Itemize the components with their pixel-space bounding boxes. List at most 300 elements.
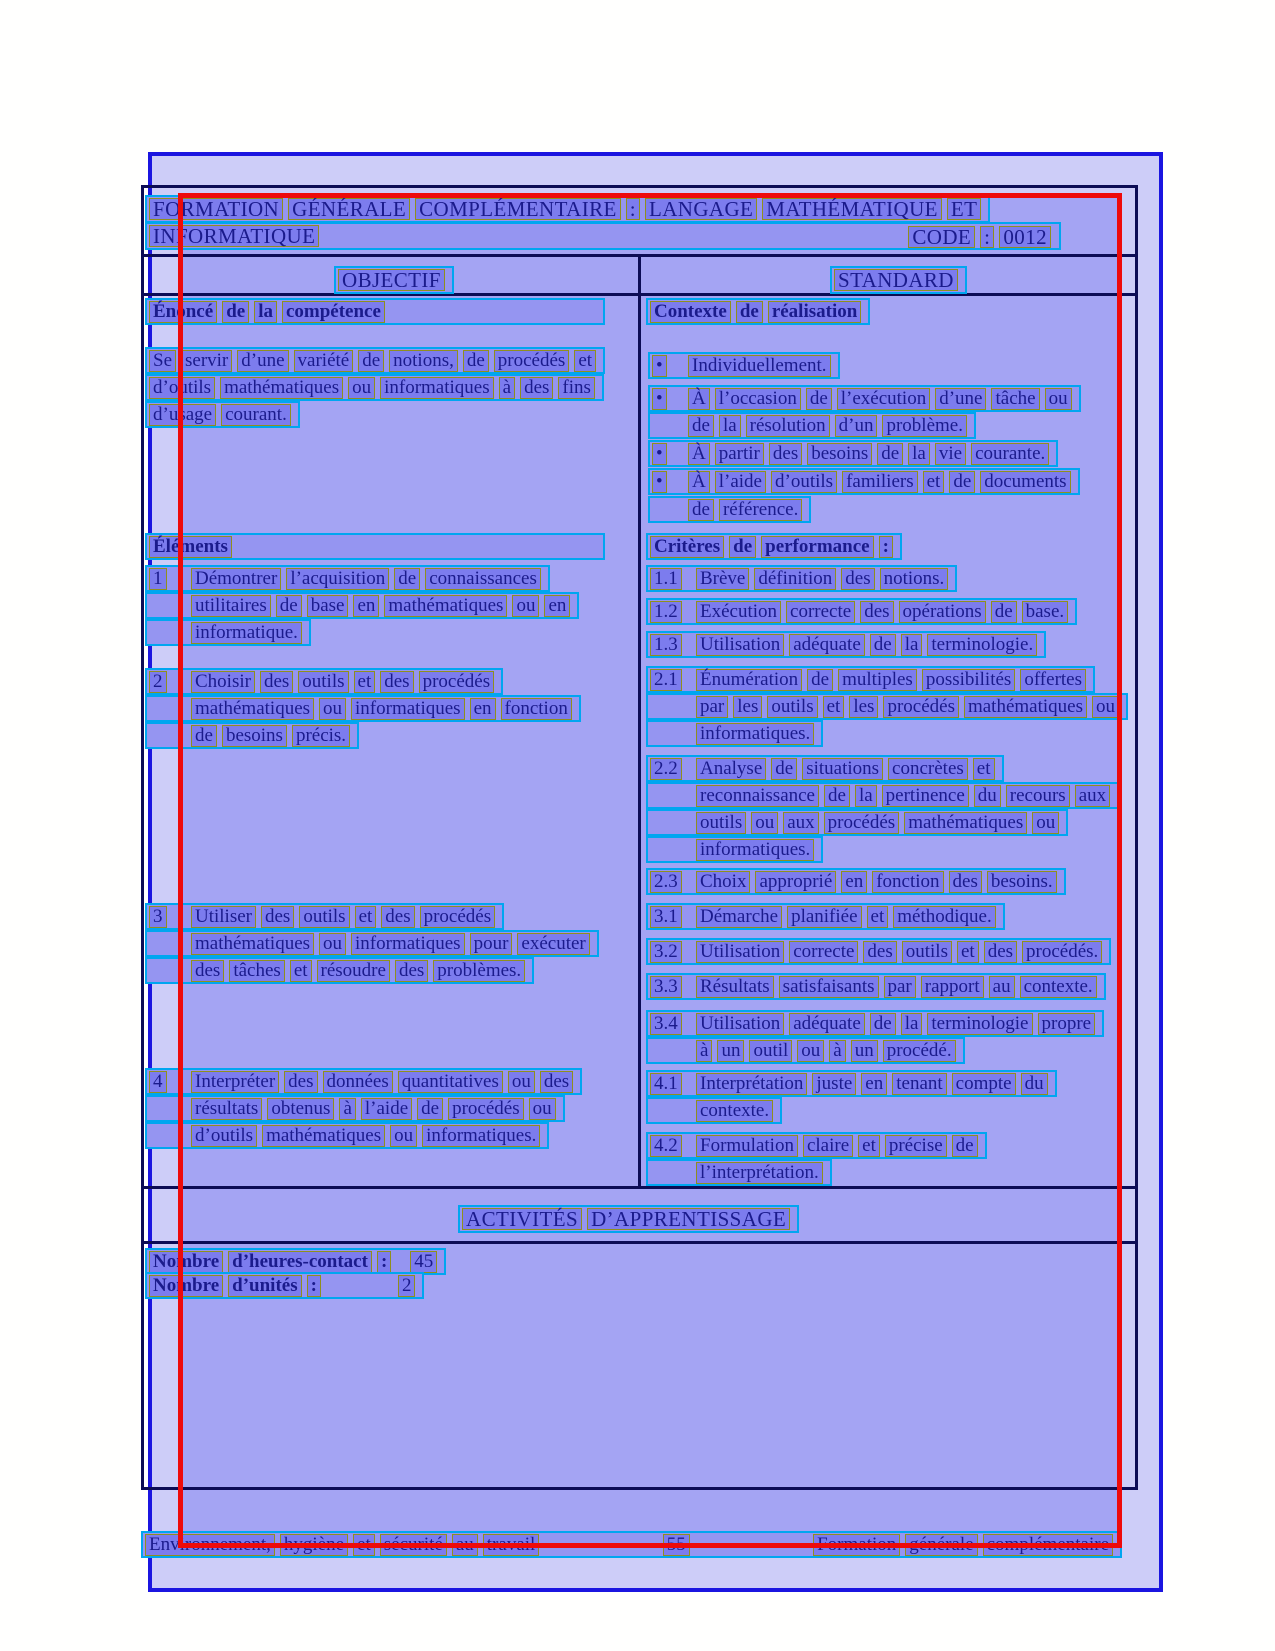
word-box: et [354, 671, 376, 693]
crit-3-4-line-2 [646, 1037, 965, 1064]
word-box: fins [558, 377, 595, 399]
word-box: de [991, 601, 1017, 623]
word-box: courante. [971, 443, 1049, 465]
objectif-header-line-1 [334, 266, 454, 294]
word-box: des [260, 671, 293, 693]
word-box: courant. [221, 404, 291, 426]
table-column-divider [638, 254, 641, 1186]
crit-3-2-line-1 [646, 938, 1111, 965]
element-1-line-2 [145, 592, 579, 619]
word-box: notions. [880, 568, 949, 590]
word-box: utilitaires [191, 595, 271, 617]
word-box: CODE [908, 226, 975, 248]
crit-2-3-line-1 [646, 868, 1066, 895]
word-box: quantitatives [398, 1071, 503, 1093]
word-box: à [696, 1040, 712, 1062]
word-box: adéquate [789, 1013, 865, 1035]
word-box: Individuellement. [688, 355, 831, 377]
elements-header-line-1 [145, 533, 605, 560]
word-box: sécurité [380, 1534, 447, 1556]
word-box: des [540, 1071, 573, 1093]
crit-4-1-line-2 [646, 1097, 782, 1124]
word-box: Résultats [696, 976, 774, 998]
word-box: des [860, 601, 893, 623]
bullet-2-line-2 [648, 412, 976, 439]
word-box: satisfaisants [779, 976, 879, 998]
word-box: en [470, 698, 496, 720]
word-box: d’unités [228, 1275, 301, 1297]
word-box: résolution [746, 415, 830, 437]
word-box: terminologie. [927, 634, 1037, 656]
marker-box: 1.2 [650, 601, 682, 623]
word-box: Énumération [696, 669, 802, 691]
crit-4-1-line-1 [646, 1070, 1057, 1097]
word-box: d’outils [191, 1125, 257, 1147]
word-box: par [696, 696, 728, 718]
word-box: terminologie [927, 1013, 1032, 1035]
contexte-header-line-1 [646, 298, 870, 325]
title-2-right-group [908, 226, 1056, 248]
word-box: informatiques. [696, 723, 814, 745]
word-box: Démarche [696, 906, 782, 928]
heures-contact-line-1 [145, 1248, 446, 1275]
word-box: en [544, 595, 570, 617]
element-2-line-1 [145, 668, 503, 695]
word-box: problèmes. [433, 960, 525, 982]
word-box: l’interprétation. [696, 1162, 823, 1184]
word-box: l’aide [715, 471, 766, 493]
word-box: outils [299, 906, 349, 928]
word-box: et [867, 906, 889, 928]
word-box: Énoncé [149, 301, 217, 323]
word-box: correcte [786, 601, 855, 623]
word-box: correcte [789, 941, 858, 963]
enonce-text-line-2 [145, 374, 604, 401]
word-box: des [261, 906, 294, 928]
table-row-divider-content [141, 1186, 1138, 1189]
crit-1-1-marker [650, 568, 696, 590]
crit-3-1-line-1 [646, 903, 1005, 930]
bullet-3-marker [652, 443, 688, 465]
word-box: de [191, 725, 217, 747]
crit-2-2-line-4 [646, 836, 823, 863]
word-box: GÉNÉRALE [288, 198, 410, 220]
element-4-line-3 [145, 1122, 549, 1149]
word-box: pertinence [882, 785, 969, 807]
word-box: Utilisation [696, 634, 784, 656]
word-box: procédés [448, 1098, 524, 1120]
word-box: des [395, 960, 428, 982]
crit-4-2-marker [650, 1135, 696, 1157]
word-box: de [729, 536, 756, 558]
word-box: procédés [883, 696, 959, 718]
word-box: problème. [882, 415, 967, 437]
word-box: informatiques [351, 698, 465, 720]
word-box: précise [885, 1135, 947, 1157]
word-box: et [290, 960, 312, 982]
word-box: adéquate [789, 634, 865, 656]
word-box: Nombre [149, 1275, 223, 1297]
word-box: ou [319, 933, 346, 955]
word-box: besoins [222, 725, 287, 747]
standard-header-line-1 [830, 266, 967, 294]
word-box: compétence [282, 301, 385, 323]
word-box: de [824, 785, 850, 807]
word-box: partir [715, 443, 764, 465]
crit-2-2-marker [650, 758, 696, 780]
element-1-line-1 [145, 565, 550, 592]
word-box: outils [767, 696, 817, 718]
word-box: la [855, 785, 877, 807]
element-4-marker [149, 1071, 191, 1093]
word-box: reconnaissance [696, 785, 819, 807]
bullet-2-line-1 [648, 385, 1081, 412]
bullet-3-line-1 [648, 440, 1058, 467]
marker-box: 3.4 [650, 1013, 682, 1035]
marker-box: 2.2 [650, 758, 682, 780]
heures-contact-value: 45 [410, 1251, 437, 1273]
enonce-header-line-1 [145, 298, 605, 325]
word-box: les [733, 696, 762, 718]
word-box: Formulation [696, 1135, 798, 1157]
crit-2-1-line-1 [646, 666, 1095, 693]
bullet-4-line-2 [648, 496, 811, 523]
word-box: procédés. [1022, 941, 1102, 963]
marker-box: • [652, 355, 667, 377]
crit-1-3-line-1 [646, 631, 1046, 658]
crit-1-1-line-1 [646, 565, 957, 592]
crit-3-3-line-1 [646, 973, 1106, 1000]
word-box: Utilisation [696, 941, 784, 963]
word-box: tâches [229, 960, 284, 982]
bullet-2-marker [652, 388, 688, 410]
word-box: ACTIVITÉS [462, 1208, 582, 1230]
element-3-line-2 [145, 930, 599, 957]
word-box: Utiliser [191, 906, 256, 928]
word-box: travail [483, 1534, 540, 1556]
marker-box: 4.2 [650, 1135, 682, 1157]
word-box: d’une [935, 388, 986, 410]
word-box: Éléments [149, 536, 232, 558]
crit-2-3-marker [650, 871, 696, 893]
word-box: par [884, 976, 916, 998]
word-box: de [952, 1135, 978, 1157]
crit-1-3-marker [650, 634, 696, 656]
word-box: mathématiques [191, 698, 314, 720]
word-box: complémentaire [983, 1534, 1113, 1556]
crit-3-4-line-1 [646, 1010, 1104, 1037]
footer-cell-1 [145, 1534, 544, 1556]
word-box: données [323, 1071, 393, 1093]
word-box: base. [1022, 601, 1069, 623]
word-box: performance [761, 536, 873, 558]
footer-cell-3 [813, 1534, 1118, 1556]
word-box: ou [348, 377, 375, 399]
word-box: d’une [237, 350, 288, 372]
marker-box: 1.3 [650, 634, 682, 656]
word-box: Se [149, 350, 176, 372]
word-box: : [626, 198, 640, 220]
crit-2-1-line-3 [646, 720, 823, 747]
word-box: connaissances [425, 568, 541, 590]
word-box: informatiques [351, 933, 465, 955]
word-box: de [358, 350, 384, 372]
word-box: ou [751, 812, 778, 834]
word-box: familiers [842, 471, 918, 493]
word-box: du [1021, 1073, 1048, 1095]
word-box: la [719, 415, 741, 437]
word-box: de [870, 1013, 896, 1035]
marker-box: 1.1 [650, 568, 682, 590]
word-box: tenant [892, 1073, 946, 1095]
word-box: Choix [696, 871, 750, 893]
word-box: de [276, 595, 302, 617]
word-box: l’aide [361, 1098, 412, 1120]
word-box: mathématiques [262, 1125, 385, 1147]
table-row-divider-activities [141, 1241, 1138, 1244]
word-box: ou [797, 1040, 824, 1062]
word-box: rapport [921, 976, 984, 998]
element-4-line-1 [145, 1068, 582, 1095]
word-box: ou [512, 595, 539, 617]
word-box: l’acquisition [286, 568, 389, 590]
word-box: outils [298, 671, 348, 693]
word-box: ou [1092, 696, 1119, 718]
enonce-text-line-3 [145, 401, 300, 428]
word-box: la [908, 443, 930, 465]
crit-3-2-marker [650, 941, 696, 963]
unites-line-1 [145, 1272, 424, 1299]
word-box: approprié [755, 871, 836, 893]
word-box: INFORMATIQUE [149, 225, 319, 247]
word-box: et [957, 941, 979, 963]
word-box: ou [1045, 388, 1072, 410]
word-box: de [688, 415, 714, 437]
word-box: en [841, 871, 867, 893]
marker-box: 4 [149, 1071, 167, 1093]
element-3-marker [149, 906, 191, 928]
marker-box: 2.1 [650, 669, 682, 691]
marker-box: • [652, 471, 667, 493]
word-box: de [949, 471, 975, 493]
word-box: Environnement, [145, 1534, 275, 1556]
word-box: en [861, 1073, 887, 1095]
word-box: d’outils [149, 377, 215, 399]
word-box: ET [947, 198, 981, 220]
word-box: procédés [494, 350, 570, 372]
word-box: la [901, 634, 923, 656]
crit-3-4-marker [650, 1013, 696, 1035]
crit-4-1-marker [650, 1073, 696, 1095]
word-box: multiples [838, 669, 917, 691]
element-4-line-2 [145, 1095, 565, 1122]
word-box: pour [470, 933, 513, 955]
title-2-line-1 [145, 222, 1061, 250]
word-box: et [973, 758, 995, 780]
word-box: documents [980, 471, 1070, 493]
word-box: claire [803, 1135, 853, 1157]
word-box: des [863, 941, 896, 963]
crit-2-2-line-2 [646, 782, 1119, 809]
word-box: ou [390, 1125, 417, 1147]
word-box: compte [952, 1073, 1016, 1095]
element-1-marker [149, 568, 191, 590]
marker-box: • [652, 388, 667, 410]
word-box: fonction [872, 871, 943, 893]
bullet-1-line-1 [648, 352, 840, 379]
word-box: vie [935, 443, 966, 465]
word-box: variété [294, 350, 354, 372]
word-box: à [339, 1098, 355, 1120]
word-box: outils [696, 812, 746, 834]
bullet-1-marker [652, 355, 688, 377]
marker-box: 3 [149, 906, 167, 928]
word-box: d’usage [149, 404, 216, 426]
word-box: offertes [1020, 669, 1086, 691]
word-box: procédés [419, 671, 495, 693]
word-box: Formation [813, 1534, 900, 1556]
word-box: et [355, 906, 377, 928]
word-box: informatiques. [696, 839, 814, 861]
word-box: 55 [663, 1534, 690, 1556]
word-box: Interprétation [696, 1073, 807, 1095]
word-box: générale [905, 1534, 977, 1556]
marker-box: • [652, 443, 667, 465]
word-box: précis. [292, 725, 350, 747]
crit-2-2-line-3 [646, 809, 1068, 836]
word-box: exécuter [517, 933, 589, 955]
word-box: au [452, 1534, 478, 1556]
word-box: recours [1006, 785, 1070, 807]
word-box: servir [181, 350, 232, 372]
title-1-line-1 [145, 195, 990, 223]
word-box: du [974, 785, 1001, 807]
word-box: Critères [650, 536, 724, 558]
element-2-line-2 [145, 695, 581, 722]
element-3-line-3 [145, 957, 534, 984]
word-box: COMPLÉMENTAIRE [415, 198, 621, 220]
bullet-4-marker [652, 471, 688, 493]
word-box: de [394, 568, 420, 590]
word-box: LANGAGE [645, 198, 757, 220]
word-box: possibilités [922, 669, 1016, 691]
word-box: FORMATION [149, 198, 283, 220]
word-box: à [829, 1040, 845, 1062]
word-box: la [254, 301, 277, 323]
element-2-line-3 [145, 722, 359, 749]
word-box: des [381, 906, 414, 928]
word-box: mathématiques [191, 933, 314, 955]
word-box: Interpréter [191, 1071, 279, 1093]
word-box: la [901, 1013, 923, 1035]
unites-value: 2 [398, 1275, 416, 1297]
marker-box: 4.1 [650, 1073, 682, 1095]
word-box: informatiques. [422, 1125, 540, 1147]
word-box: Analyse [696, 758, 766, 780]
word-box: informatiques [380, 377, 494, 399]
word-box: notions, [389, 350, 458, 372]
word-box: des [984, 941, 1017, 963]
footer-line-1 [141, 1531, 1122, 1558]
word-box: référence. [719, 499, 802, 521]
word-box: mathématiques [220, 377, 343, 399]
word-box: tâche [991, 388, 1039, 410]
word-box: résoudre [317, 960, 390, 982]
word-box: et [858, 1135, 880, 1157]
word-box: : [879, 536, 893, 558]
word-box: mathématiques [964, 696, 1087, 718]
word-box: Brève [696, 568, 749, 590]
word-box: définition [754, 568, 836, 590]
word-box: ou [1032, 812, 1059, 834]
word-box: fonction [501, 698, 572, 720]
word-box: : [307, 1275, 321, 1297]
word-box: contexte. [1020, 976, 1097, 998]
word-box: juste [812, 1073, 856, 1095]
word-box: propre [1038, 1013, 1096, 1035]
word-box: un [851, 1040, 878, 1062]
word-box: obtenus [267, 1098, 334, 1120]
word-box: et [923, 471, 945, 493]
word-box: À [688, 471, 710, 493]
word-box: MATHÉMATIQUE [762, 198, 942, 220]
word-box: d’heures-contact [228, 1251, 372, 1273]
word-box: de [222, 301, 249, 323]
word-box: et [574, 350, 596, 372]
footer-cell-2 [663, 1534, 695, 1556]
word-box: de [688, 499, 714, 521]
criteres-header-line-1 [646, 533, 902, 560]
word-box: STANDARD [834, 269, 958, 291]
word-box: besoins. [987, 871, 1057, 893]
word-box: Choisir [191, 671, 255, 693]
word-box: ou [508, 1071, 535, 1093]
word-box: des [284, 1071, 317, 1093]
word-box: des [769, 443, 802, 465]
word-box: de [771, 758, 797, 780]
word-box: procédés [824, 812, 900, 834]
word-box: : [377, 1251, 391, 1273]
word-box: de [736, 301, 763, 323]
word-box: À [688, 443, 710, 465]
word-box: l’occasion [715, 388, 801, 410]
crit-3-3-marker [650, 976, 696, 998]
word-box: besoins [807, 443, 872, 465]
word-box: outil [749, 1040, 792, 1062]
element-1-line-3 [145, 619, 311, 646]
word-box: des [949, 871, 982, 893]
word-box: ou [529, 1098, 556, 1120]
word-box: informatique. [191, 622, 302, 644]
word-box: Contexte [650, 301, 731, 323]
crit-2-2-line-1 [646, 755, 1004, 782]
word-box: de [870, 634, 896, 656]
crit-1-2-line-1 [646, 598, 1077, 625]
word-box: à [499, 377, 515, 399]
crit-4-2-line-1 [646, 1132, 987, 1159]
word-box: des [191, 960, 224, 982]
word-box: au [989, 976, 1015, 998]
marker-box: 3.2 [650, 941, 682, 963]
marker-box: 3.1 [650, 906, 682, 928]
word-box: des [841, 568, 874, 590]
word-box: concrètes [888, 758, 968, 780]
word-box: planifiée [787, 906, 861, 928]
crit-3-1-marker [650, 906, 696, 928]
word-box: procédés [420, 906, 496, 928]
word-box: mathématiques [384, 595, 507, 617]
word-box: de [417, 1098, 443, 1120]
